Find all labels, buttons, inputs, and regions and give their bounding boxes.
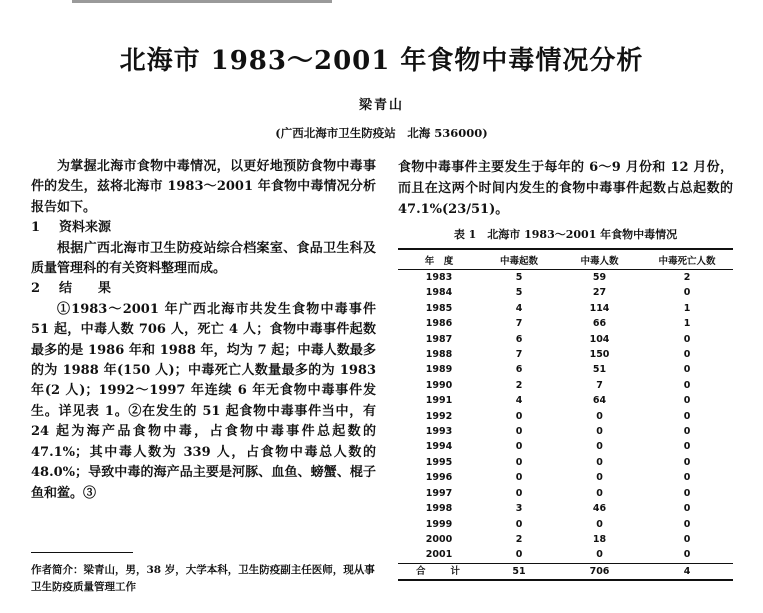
- table-row: [398, 486, 733, 501]
- header-persons: 中毒人数: [558, 249, 641, 270]
- cell-events: 2: [515, 533, 523, 545]
- cell-persons: 0: [596, 518, 603, 530]
- article-title: 北海市 1983～2001 年食物中毒情况分析: [119, 46, 644, 76]
- cell-events: 3: [515, 503, 523, 515]
- right-column: [398, 157, 733, 581]
- cell-events: 7: [515, 318, 523, 330]
- table-row: [398, 362, 733, 377]
- cell-events: 5: [515, 287, 523, 299]
- cell-persons: 0: [596, 487, 603, 499]
- cell-year: 2001: [425, 549, 453, 561]
- cell-events: 0: [515, 441, 523, 453]
- table-caption: 表 1 北海市 1983～2001 年食物中毒情况: [453, 228, 678, 241]
- cell-deaths: 0: [683, 426, 691, 438]
- table-row: [398, 501, 733, 516]
- cell-events: 0: [515, 487, 523, 499]
- cell-year: 1988: [425, 349, 453, 361]
- author-affiliation: (广西北海市卫生防疫站 北海 536000): [275, 126, 488, 140]
- food-poisoning-table: [398, 248, 733, 581]
- section-1-number: 1: [31, 220, 41, 236]
- table-row: [398, 332, 733, 347]
- cell-deaths: 0: [683, 472, 691, 484]
- cell-events: 6: [515, 364, 523, 376]
- section-2-paragraph: ①1983～2001 年广西北海市共发生食物中毒事件 51 起，中毒人数 706 人，死亡 4 人；食物中毒事件起数最多的是 1986 年和 1988 年，均为 7 起；中毒人数最多的为 1988 年(150 人)；中毒死亡人数量最多的为 1983 年(2 人)；1992～1997 年连续 6 年无食物中毒事件发生。详见表 1。②在发生的 51 起食物中毒事件当中，有 24 起为海产品食物中毒，占食物中毒事件总起数的 47.1%；其中毒人数为 339 人，占食物中毒总人数的 48.0%；导致中毒的海产品主要是河豚、血鱼、螃蟹、棍子鱼和鲎。③: [31, 301, 376, 501]
- cell-year: 1997: [425, 487, 453, 499]
- cell-year: 1999: [425, 518, 453, 530]
- cell-persons: 0: [596, 472, 603, 484]
- cell-persons: 46: [592, 503, 607, 515]
- continued-paragraph: 食物中毒事件主要发生于每年的 6～9 月份和 12 月份，而且在这两个时间内发生的食物中毒事件起数占总起数的 47.1%(23/51)。: [398, 160, 733, 217]
- table-row: [398, 470, 733, 485]
- cell-persons: 64: [592, 395, 607, 407]
- total-events: 51: [480, 563, 558, 580]
- article-author: 梁青山: [358, 98, 404, 113]
- cell-deaths: 1: [683, 318, 691, 330]
- section-2-number: 2: [31, 281, 41, 297]
- table-row: [398, 316, 733, 331]
- left-column: [31, 157, 376, 504]
- cell-persons: 51: [592, 364, 607, 376]
- cell-persons: 114: [589, 302, 610, 314]
- cell-persons: 150: [589, 349, 610, 361]
- cell-persons: 0: [596, 549, 603, 561]
- cell-persons: 104: [589, 333, 610, 345]
- table-row: [398, 532, 733, 547]
- cell-persons: 0: [596, 441, 603, 453]
- header-events: 中毒起数: [480, 249, 558, 270]
- cell-deaths: 0: [683, 487, 691, 499]
- cell-events: 0: [515, 472, 523, 484]
- cell-deaths: 0: [683, 503, 691, 515]
- cell-deaths: 0: [683, 333, 691, 345]
- cell-deaths: 0: [683, 549, 691, 561]
- total-label: 合 计: [398, 563, 480, 580]
- cell-events: 7: [515, 349, 523, 361]
- cell-persons: 0: [596, 456, 603, 468]
- cell-deaths: 0: [683, 410, 691, 422]
- table-total-row: [398, 563, 733, 580]
- section-1-title: 资料来源: [59, 220, 112, 236]
- cell-deaths: 0: [683, 379, 691, 391]
- cell-year: 2000: [425, 533, 453, 545]
- table-body: [398, 270, 733, 564]
- section-2-title: 结 果: [59, 281, 112, 297]
- table-row: [398, 285, 733, 300]
- cell-persons: 18: [592, 533, 607, 545]
- cell-persons: 0: [596, 426, 603, 438]
- cell-year: 1994: [425, 441, 453, 453]
- table-row: [398, 301, 733, 316]
- cell-year: 1985: [425, 302, 453, 314]
- cell-persons: 66: [592, 318, 607, 330]
- table-header-row: [398, 249, 733, 270]
- cell-deaths: 0: [683, 395, 691, 407]
- cell-year: 1996: [425, 472, 453, 484]
- cell-events: 4: [515, 302, 523, 314]
- cell-deaths: 0: [683, 287, 691, 299]
- cell-events: 0: [515, 456, 523, 468]
- cell-year: 1983: [425, 272, 453, 283]
- cell-deaths: 0: [683, 364, 691, 376]
- cell-deaths: 0: [683, 533, 691, 545]
- table-row: [398, 270, 733, 286]
- cell-year: 1992: [425, 410, 453, 422]
- cell-year: 1990: [425, 379, 453, 391]
- cell-events: 5: [515, 272, 523, 283]
- cell-year: 1989: [425, 364, 453, 376]
- cell-year: 1993: [425, 426, 453, 438]
- table-row: [398, 439, 733, 454]
- table-row: [398, 455, 733, 470]
- cell-year: 1986: [425, 318, 453, 330]
- cell-events: 0: [515, 518, 523, 530]
- cell-year: 1987: [425, 333, 453, 345]
- cell-deaths: 0: [683, 518, 691, 530]
- cell-year: 1998: [425, 503, 453, 515]
- table-row: [398, 547, 733, 563]
- cell-deaths: 0: [683, 456, 691, 468]
- author-footnote: 作者简介：梁青山，男，38 岁，大学本科，卫生防疫副主任医师，现从事卫生防疫质量管理工作: [31, 564, 375, 593]
- cell-events: 2: [515, 379, 523, 391]
- section-2-heading: [31, 279, 376, 299]
- section-1-paragraph: 根据广西北海市卫生防疫站综合档案室、食品卫生科及质量管理科的有关资料整理而成。: [31, 240, 376, 277]
- total-persons: 706: [558, 563, 641, 580]
- section-1-heading: [31, 218, 376, 238]
- cell-events: 4: [515, 395, 523, 407]
- intro-paragraph: 为掌握北海市食物中毒情况，以更好地预防食物中毒事件的发生，兹将北海市 1983～2001 年食物中毒情况分析报告如下。: [31, 159, 376, 215]
- header-year: 年 度: [398, 249, 480, 270]
- cell-events: 0: [515, 426, 523, 438]
- cell-events: 0: [515, 549, 523, 561]
- table-row: [398, 409, 733, 424]
- table-row: [398, 347, 733, 362]
- cell-persons: 27: [592, 287, 607, 299]
- table-row: [398, 424, 733, 439]
- cell-deaths: 0: [683, 349, 691, 361]
- cell-year: 1991: [425, 395, 453, 407]
- footnote-rule: [31, 552, 133, 553]
- cell-persons: 59: [592, 272, 607, 283]
- table-row: [398, 378, 733, 393]
- cell-events: 0: [515, 410, 523, 422]
- table-row: [398, 393, 733, 408]
- cell-deaths: 2: [683, 272, 691, 283]
- table-row: [398, 517, 733, 532]
- top-header-rule: [72, 0, 332, 3]
- cell-deaths: 0: [683, 441, 691, 453]
- cell-year: 1995: [425, 456, 453, 468]
- cell-deaths: 1: [683, 302, 691, 314]
- cell-year: 1984: [425, 287, 453, 299]
- cell-persons: 0: [596, 410, 603, 422]
- header-deaths: 中毒死亡人数: [641, 249, 733, 270]
- total-deaths: 4: [641, 563, 733, 580]
- cell-events: 6: [515, 333, 523, 345]
- cell-persons: 7: [596, 379, 603, 391]
